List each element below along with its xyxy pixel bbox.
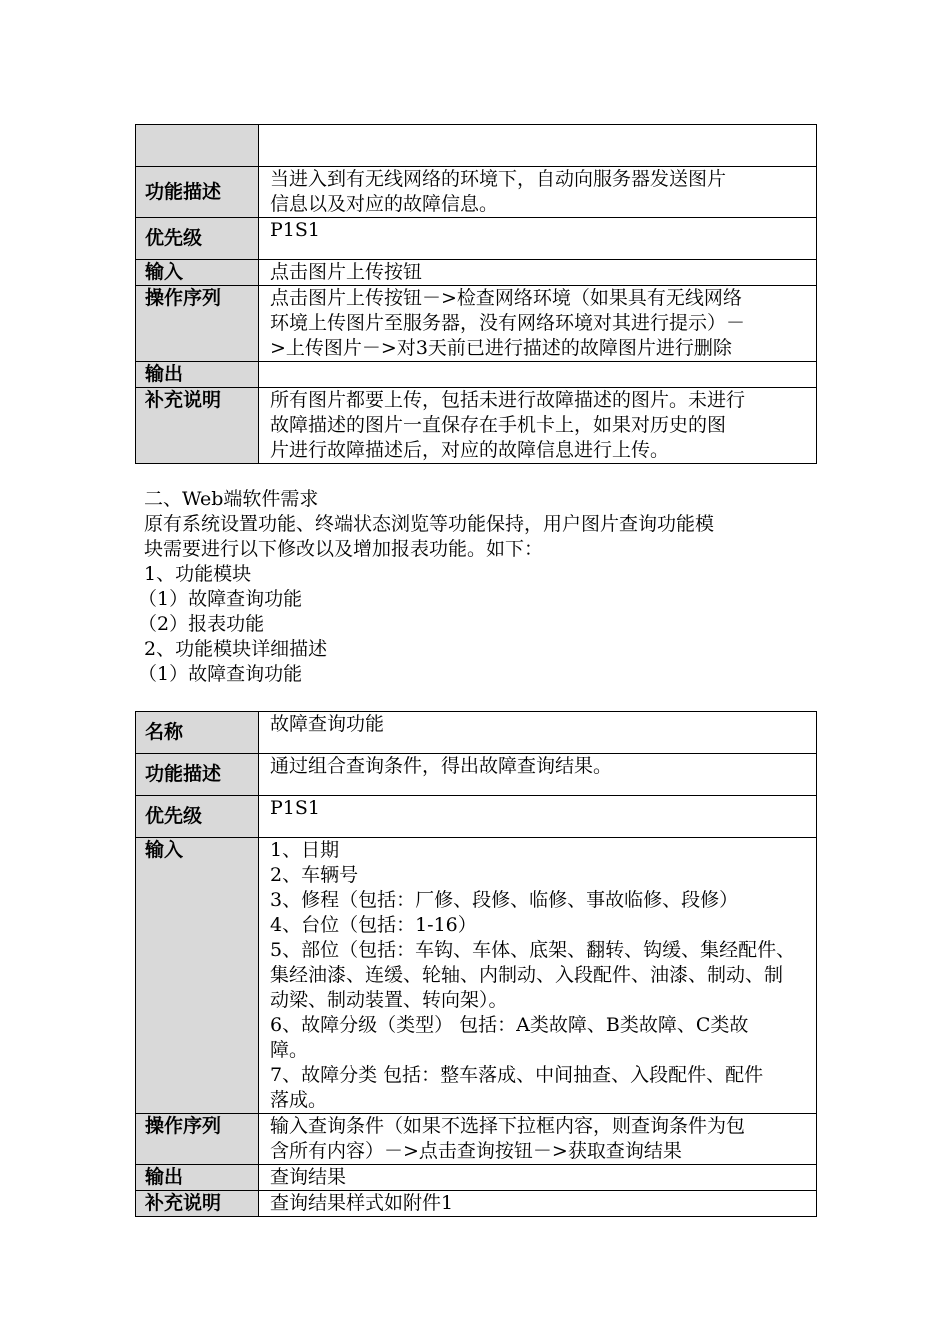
- table-row: [136, 1165, 817, 1191]
- value-line: 落成。: [270, 1089, 328, 1111]
- value-line: 2、车辆号: [270, 864, 359, 886]
- row-value: [259, 1191, 817, 1217]
- row-value: [259, 754, 817, 796]
- list-subitem: （2）报表功能: [138, 613, 265, 635]
- table-row: [136, 362, 817, 388]
- row-value: [259, 260, 817, 286]
- row-label: 补充说明: [136, 1191, 259, 1217]
- row-value: [259, 388, 817, 464]
- value-line: 1、日期: [270, 839, 340, 861]
- row-label: 名称: [136, 712, 259, 754]
- value-line: 当进入到有无线网络的环境下，自动向服务器发送图片: [270, 168, 727, 190]
- row-label: 优先级: [136, 218, 259, 260]
- value-line: 查询结果: [270, 1166, 347, 1188]
- table-row: [136, 260, 817, 286]
- table-row: [136, 1114, 817, 1165]
- row-label: 操作序列: [136, 1114, 259, 1165]
- value-line: 集经油漆、连缓、轮轴、内制动、入段配件、油漆、制动、制: [270, 964, 784, 986]
- row-label: [136, 125, 259, 167]
- table-row: [136, 218, 817, 260]
- intro-paragraph-line: 块需要进行以下修改以及增加报表功能。如下：: [144, 538, 544, 560]
- row-value: [259, 1165, 817, 1191]
- row-label: 输入: [136, 838, 259, 1114]
- table-row: [136, 167, 817, 218]
- row-label: 输出: [136, 1165, 259, 1191]
- value-line: 通过组合查询条件，得出故障查询结果。: [270, 755, 613, 777]
- value-line: 点击图片上传按钮: [270, 261, 423, 283]
- row-label: 功能描述: [136, 167, 259, 218]
- value-line: P1S1: [270, 797, 320, 819]
- row-value: [259, 712, 817, 754]
- row-value: [259, 125, 817, 167]
- value-line: 所有图片都要上传，包括未进行故障描述的图片。未进行: [270, 389, 746, 411]
- value-line: 6、故障分级（类型） 包括：A类故障、B类故障、C类故: [270, 1014, 749, 1036]
- list-subitem: （1）故障查询功能: [138, 588, 303, 610]
- requirements-table-fault-query: [135, 711, 817, 1217]
- list-subitem: （1）故障查询功能: [138, 663, 303, 685]
- value-line: 3、修程（包括：厂修、段修、临修、事故临修、段修）: [270, 889, 739, 911]
- row-value: [259, 362, 817, 388]
- table-row: [136, 754, 817, 796]
- row-value: [259, 218, 817, 260]
- value-line: 信息以及对应的故障信息。: [270, 193, 499, 215]
- row-value: [259, 286, 817, 362]
- value-line: 动梁、制动装置、转向架）。: [270, 989, 508, 1011]
- list-item: 2、功能模块详细描述: [144, 638, 328, 660]
- value-line: 查询结果样式如附件1: [270, 1192, 454, 1214]
- table-row: [136, 796, 817, 838]
- value-line: 4、台位（包括：1-16）: [270, 914, 477, 936]
- table-row: [136, 388, 817, 464]
- intro-paragraph-line: 原有系统设置功能、终端状态浏览等功能保持，用户图片查询功能模: [144, 513, 715, 535]
- value-line: 7、故障分类 包括：整车落成、中间抽查、入段配件、配件: [270, 1064, 764, 1086]
- value-line: >上传图片－>对3天前已进行描述的故障图片进行删除: [270, 337, 732, 359]
- list-item: 1、功能模块: [144, 563, 252, 585]
- value-line: 故障描述的图片一直保存在手机卡上，如果对历史的图: [270, 414, 727, 436]
- section-body: [138, 487, 816, 687]
- table-row: [136, 712, 817, 754]
- value-line: 含所有内容）－>点击查询按钮－>获取查询结果: [270, 1140, 682, 1162]
- row-label: 操作序列: [136, 286, 259, 362]
- value-line: 点击图片上传按钮－>检查网络环境（如果具有无线网络: [270, 287, 742, 309]
- value-line: P1S1: [270, 219, 320, 241]
- row-label: 补充说明: [136, 388, 259, 464]
- row-value: [259, 1114, 817, 1165]
- table-row: [136, 286, 817, 362]
- value-line: 5、部位（包括：车钩、车体、底架、翻转、钩缓、集经配件、: [270, 939, 796, 961]
- table-row: [136, 1191, 817, 1217]
- row-label: 优先级: [136, 796, 259, 838]
- value-line: 故障查询功能: [270, 713, 385, 735]
- row-label: 功能描述: [136, 754, 259, 796]
- row-value: [259, 167, 817, 218]
- row-value: [259, 796, 817, 838]
- table-row: [136, 125, 817, 167]
- value-line: 片进行故障描述后，对应的故障信息进行上传。: [270, 439, 670, 461]
- row-label: 输出: [136, 362, 259, 388]
- value-line: 输入查询条件（如果不选择下拉框内容，则查询条件为包: [270, 1115, 746, 1137]
- value-line: 环境上传图片至服务器，没有网络环境对其进行提示）－: [270, 312, 746, 334]
- value-line: 障。: [270, 1039, 309, 1061]
- row-value: [259, 838, 817, 1114]
- requirements-table-upload: [135, 124, 817, 464]
- section-heading: 二、Web端软件需求: [144, 488, 319, 510]
- row-label: 输入: [136, 260, 259, 286]
- table-row: [136, 838, 817, 1114]
